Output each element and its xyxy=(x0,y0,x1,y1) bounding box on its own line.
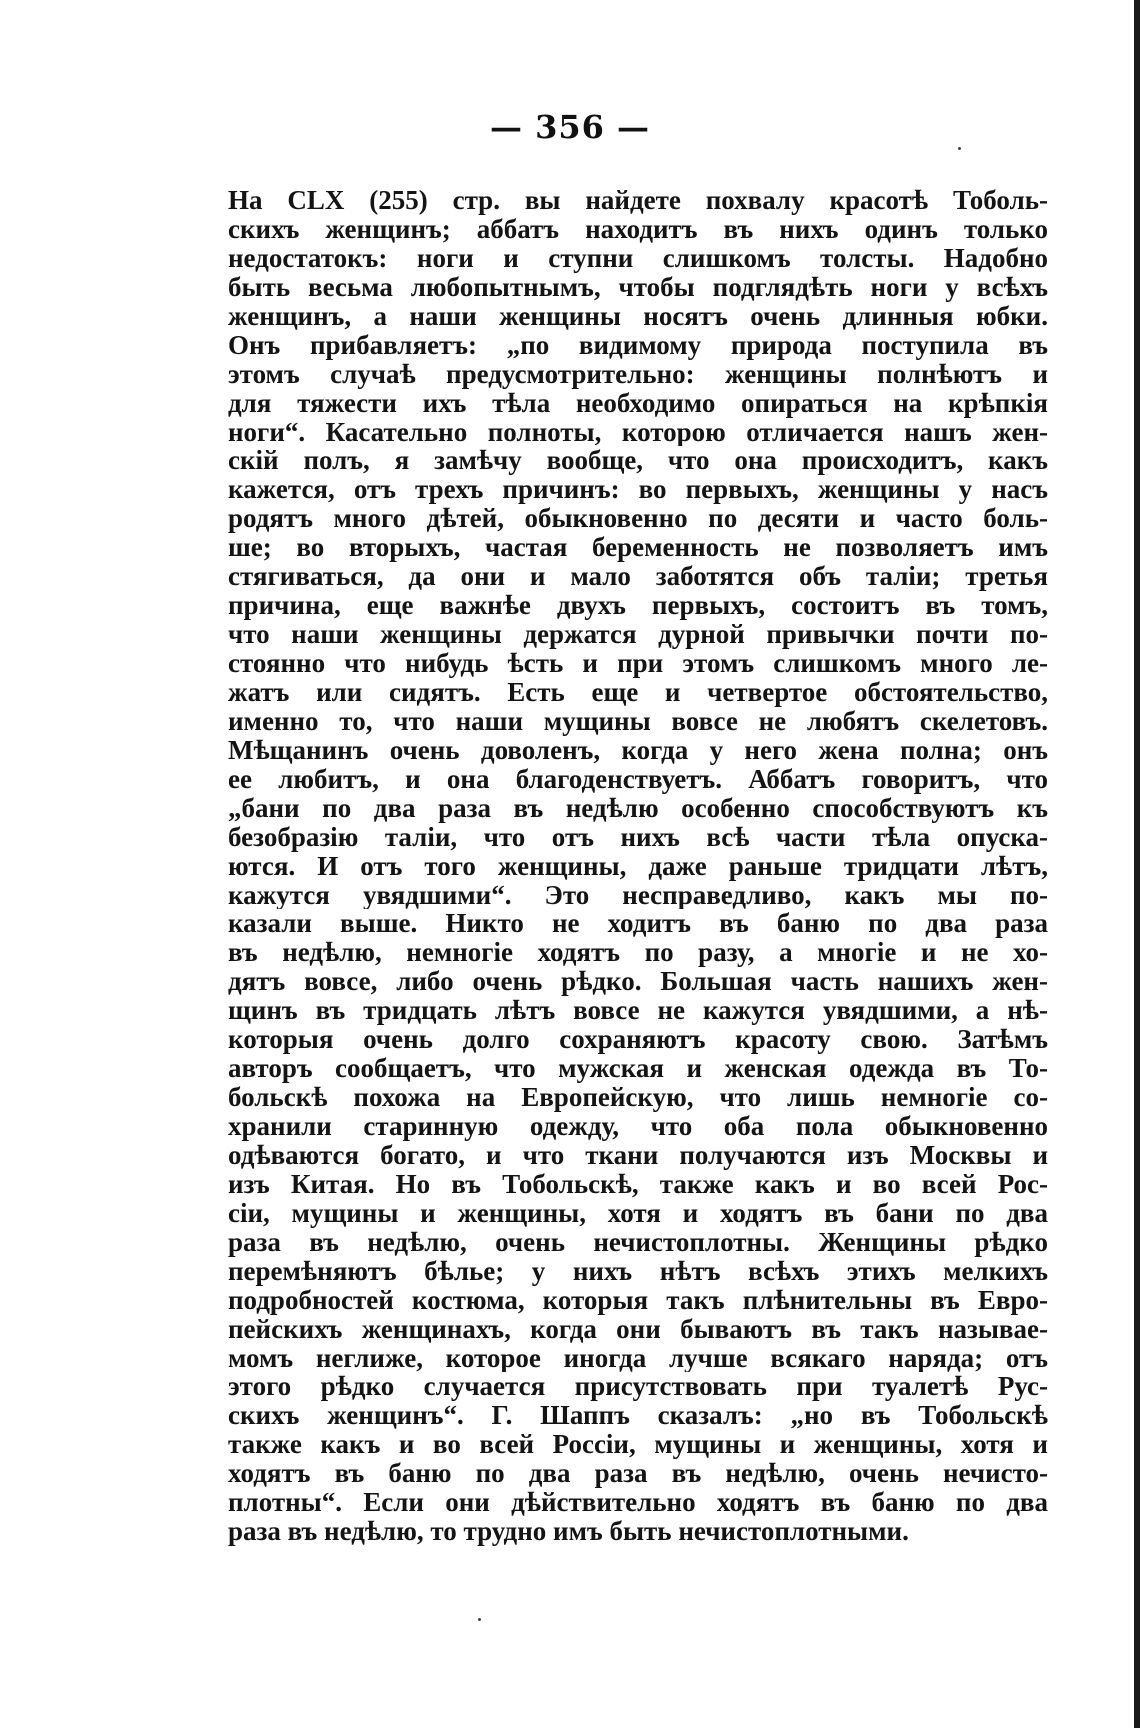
text-line: раза въ недѣлю, очень нечистоплотны. Женщины рѣдко xyxy=(228,1227,1048,1257)
text-line: женщинъ, а наши женщины носятъ очень длинныя юбки. xyxy=(228,301,1048,331)
text-line: также какъ и во всей Россіи, мущины и женщины, хотя и xyxy=(228,1430,1048,1460)
text-line: быть весьма любопытнымъ, чтобы подглядѣть ноги у всѣхъ xyxy=(228,272,1048,302)
page-edge-shadow xyxy=(1134,0,1140,1728)
text-line: кажутся увядшими“. Это несправедливо, какъ мы по- xyxy=(228,880,1048,910)
text-line: момъ неглиже, которое иногда лучше всякаго наряда; отъ xyxy=(228,1343,1048,1373)
text-line: ноги“. Касательно полноты, которою отличается нашъ жен- xyxy=(228,417,1048,447)
text-line: кажется, отъ трехъ причинъ: во первыхъ, женщины у насъ xyxy=(228,475,1048,505)
text-line: что наши женщины держатся дурной привычки почти по- xyxy=(228,620,1048,649)
scan-speck xyxy=(478,1618,481,1621)
text-line: казали выше. Никто не ходитъ въ баню по два раза xyxy=(228,909,1048,939)
text-line: причина, еще важнѣе двухъ первыхъ, состоитъ въ томъ, xyxy=(228,591,1048,621)
text-line: скій полъ, я замѣчу вообще, что она происходитъ, какъ xyxy=(228,446,1048,476)
body-text xyxy=(228,186,1048,1546)
text-line: стягиваться, да они и мало заботятся объ таліи; третья xyxy=(228,562,1048,592)
text-line: недостатокъ: ноги и ступни слишкомъ толсты. Надобно xyxy=(228,243,1048,273)
text-line: Онъ прибавляетъ: „по видимому природа поступила въ xyxy=(228,330,1048,360)
text-line: ше; во вторыхъ, частая беременность не позволяетъ имъ xyxy=(228,533,1048,563)
text-line: подробностей костюма, которыя такъ плѣнительны въ Евро- xyxy=(228,1285,1048,1315)
text-line: скихъ женщинъ“. Г. Шаппъ сказалъ: „но въ Тобольскѣ xyxy=(228,1401,1048,1431)
text-line: этомъ случаѣ предусмотрительно: женщины полнѣютъ и xyxy=(228,359,1048,389)
text-line: которыя очень долго сохраняютъ красоту свою. Затѣмъ xyxy=(228,1025,1048,1055)
text-line: „бани по два раза въ недѣлю особенно способствуютъ къ xyxy=(228,793,1048,823)
text-line: сіи, мущины и женщины, хотя и ходятъ въ бани по два xyxy=(228,1198,1048,1228)
text-line: раза въ недѣлю, то трудно имъ быть нечистоплотными. xyxy=(228,1517,909,1547)
text-line: хранили старинную одежду, что оба пола обыкновенно xyxy=(228,1112,1048,1141)
text-line: ходятъ въ баню по два раза въ недѣлю, очень нечисто- xyxy=(228,1459,1048,1489)
text-line: авторъ сообщаетъ, что мужская и женская одежда въ То- xyxy=(228,1054,1048,1084)
text-line: именно то, что наши мущины вовсе не любятъ скелетовъ. xyxy=(228,706,1048,736)
text-line: Мѣщанинъ очень доволенъ, когда у него жена полна; онъ xyxy=(228,735,1048,765)
scan-speck xyxy=(958,147,961,150)
text-line: этого рѣдко случается присутствовать при туалетѣ Рус- xyxy=(228,1372,1048,1402)
text-line: перемѣняютъ бѣлье; у нихъ нѣтъ всѣхъ этихъ мелкихъ xyxy=(228,1256,1048,1286)
text-line: жатъ или сидятъ. Есть еще и четвертое обстоятельство, xyxy=(228,677,1048,707)
text-line: На CLX (255) стр. вы найдете похвалу красотѣ Тоболь- xyxy=(228,186,1048,215)
text-line: для тяжести ихъ тѣла необходимо опираться на крѣпкія xyxy=(228,388,1048,418)
text-line: больскѣ похожа на Европейскую, что лишь немногіе со- xyxy=(228,1083,1048,1112)
text-line: стоянно что нибудь ѣсть и при этомъ слишкомъ много ле- xyxy=(228,649,1048,678)
text-line: ются. И отъ того женщины, даже раньше тридцати лѣтъ, xyxy=(228,851,1048,881)
text-line: щинъ въ тридцать лѣтъ вовсе не кажутся увядшими, а нѣ- xyxy=(228,996,1048,1026)
text-line: родятъ много дѣтей, обыкновенно по десяти и часто боль- xyxy=(228,504,1048,534)
text-line: дятъ вовсе, либо очень рѣдко. Большая часть нашихъ жен- xyxy=(228,967,1048,997)
page-number: — 356 — xyxy=(489,108,651,146)
text-line: ее любитъ, и она благоденствуетъ. Аббатъ говоритъ, что xyxy=(228,764,1048,794)
text-line: скихъ женщинъ; аббатъ находитъ въ нихъ одинъ только xyxy=(228,214,1048,244)
text-line: плотны“. Если они дѣйствительно ходятъ въ баню по два xyxy=(228,1488,1048,1518)
text-line: изъ Китая. Но въ Тобольскѣ, также какъ и во всей Рос- xyxy=(228,1169,1048,1199)
text-line: безобразію таліи, что отъ нихъ всѣ части тѣла опуска- xyxy=(228,822,1048,852)
text-line: въ недѣлю, немногіе ходятъ по разу, а многіе и не хо- xyxy=(228,938,1048,968)
text-line: одѣваются богато, и что ткани получаются изъ Москвы и xyxy=(228,1140,1048,1170)
text-line: пейскихъ женщинахъ, когда они бываютъ въ такъ называе- xyxy=(228,1314,1048,1344)
